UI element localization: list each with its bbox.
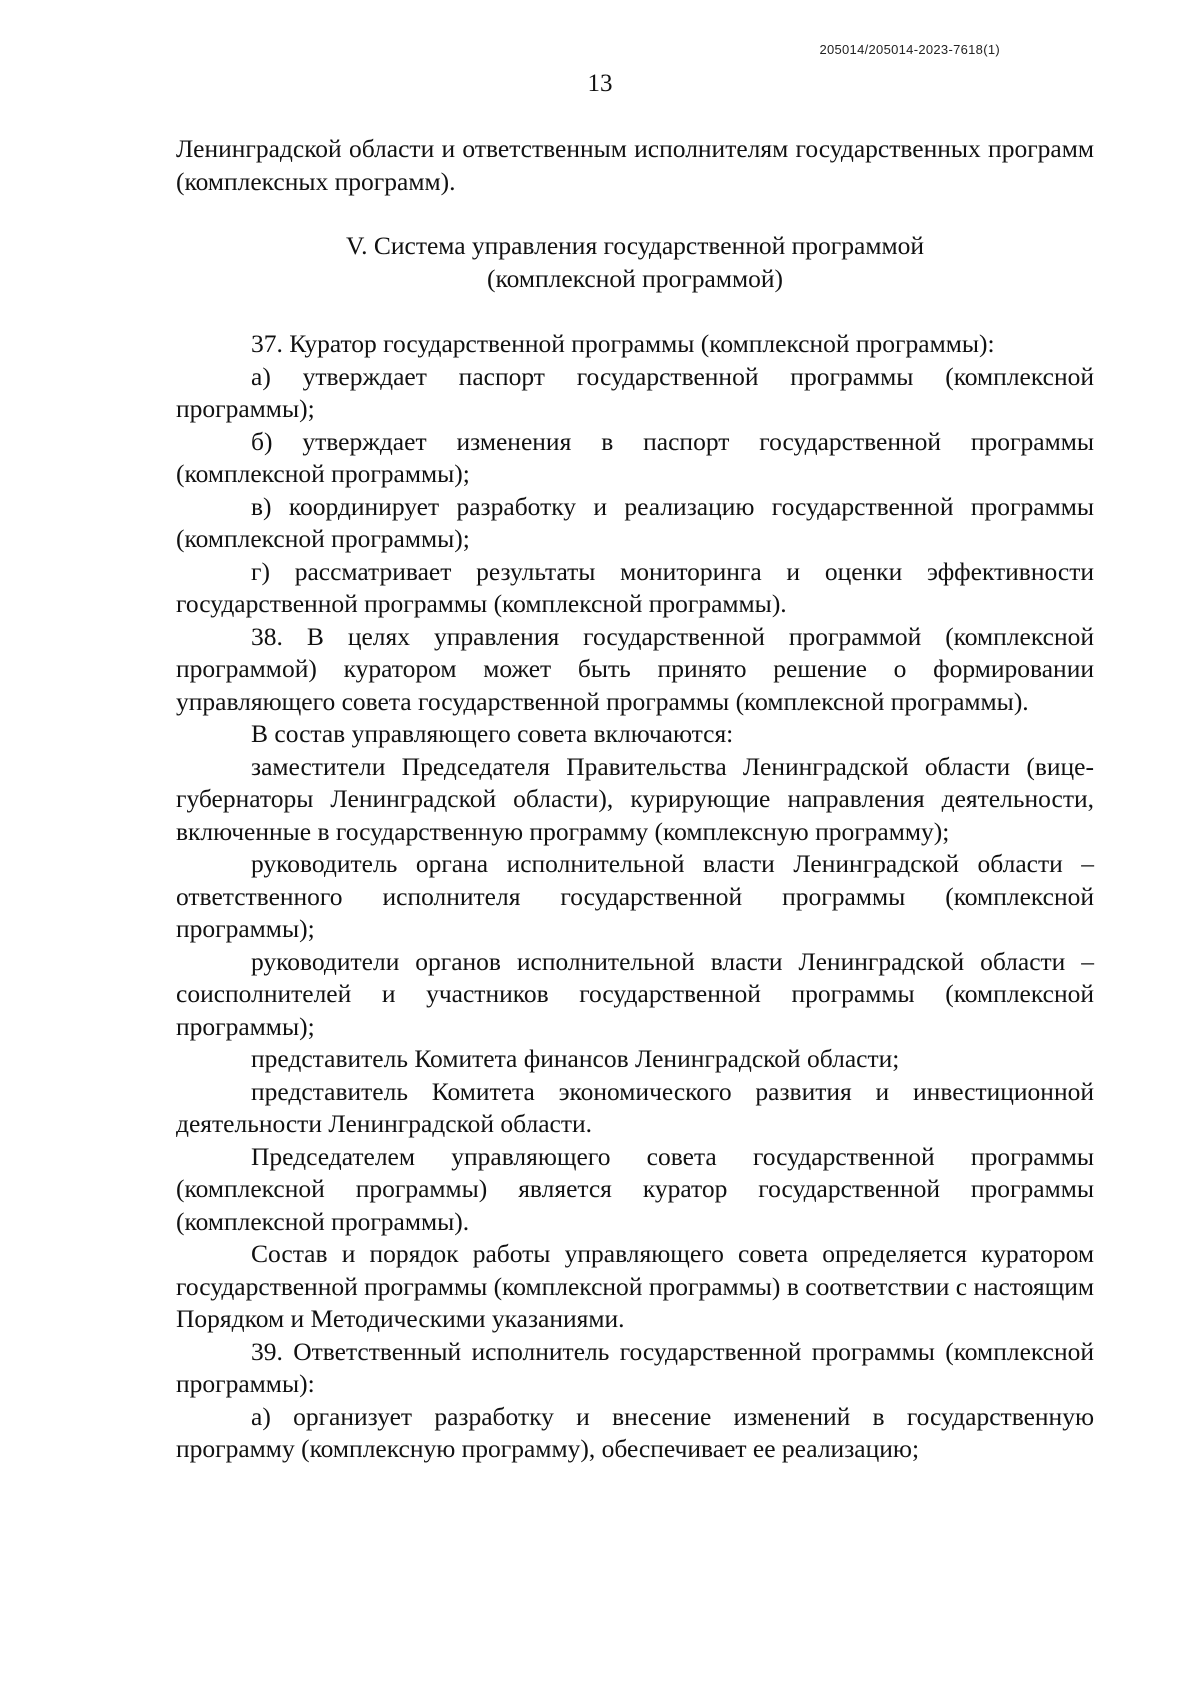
paragraph-38-item-1: заместители Председателя Правительства Ленинградской области (вице-губернаторы Ленинградской области), курирующие направления деятельности, включенные в государственную программу (комплексную программу); xyxy=(176,751,1094,846)
document-id: 205014/205014-2023-7618(1) xyxy=(819,42,1000,57)
paragraph-39-a: а) организует разработку и внесение изменений в государственную программу (комплексную программу), обеспечивает ее реализацию; xyxy=(176,1401,1094,1463)
section-title-line-2: (комплексной программой) xyxy=(486,263,783,293)
paragraph-37-v: в) координирует разработку и реализацию государственной программы (комплексной программы); xyxy=(176,491,1094,553)
paragraph-37-b: б) утверждает изменения в паспорт государственной программы (комплексной программы); xyxy=(176,426,1094,488)
paragraph-37: 37. Куратор государственной программы (комплексной программы): xyxy=(251,329,995,358)
paragraph-37-g: г) рассматривает результаты мониторинга и оценки эффективности государственной программы (комплексной программы). xyxy=(176,556,1094,618)
paragraph-38-item-3: руководители органов исполнительной власти Ленинградской области – соисполнителей и участников государственной программы (комплексной программы); xyxy=(176,946,1094,1041)
paragraph-continuation: Ленинградской области и ответственным исполнителям государственных программ (комплексных программ). xyxy=(176,134,1094,196)
section-title xyxy=(176,230,1094,295)
paragraph-39: 39. Ответственный исполнитель государственной программы (комплексной программы): xyxy=(176,1336,1094,1398)
paragraph-38: 38. В целях управления государственной программой (комплексной программой) куратором может быть принято решение о формировании управляющего совета государственной программы (комплексной программы). xyxy=(176,621,1094,716)
section-title-line-1: V. Система управления государственной программой xyxy=(345,231,925,260)
paragraph-38-item-2: руководитель органа исполнительной власти Ленинградской области – ответственного исполнителя государственной программы (комплексной программы); xyxy=(176,849,1094,943)
page-number: 13 xyxy=(587,70,613,97)
paragraph-38-order: Состав и порядок работы управляющего совета определяется куратором государственной программы (комплексной программы) в соответствии с настоящим Порядком и Методическими указаниями. xyxy=(176,1239,1094,1333)
paragraph-38-chair: Председателем управляющего совета государственной программы (комплексной программы) является куратор государственной программы (комплексной программы). xyxy=(176,1141,1094,1236)
paragraph-38-item-5: представитель Комитета экономического развития и инвестиционной деятельности Ленинградской области. xyxy=(176,1076,1094,1138)
paragraph-38-item-4: представитель Комитета финансов Ленинградской области; xyxy=(251,1044,900,1073)
document-body xyxy=(176,133,1094,1466)
paragraph-38-intro: В состав управляющего совета включаются: xyxy=(251,719,734,748)
paragraph-37-a: а) утверждает паспорт государственной программы (комплексной программы); xyxy=(176,361,1094,423)
